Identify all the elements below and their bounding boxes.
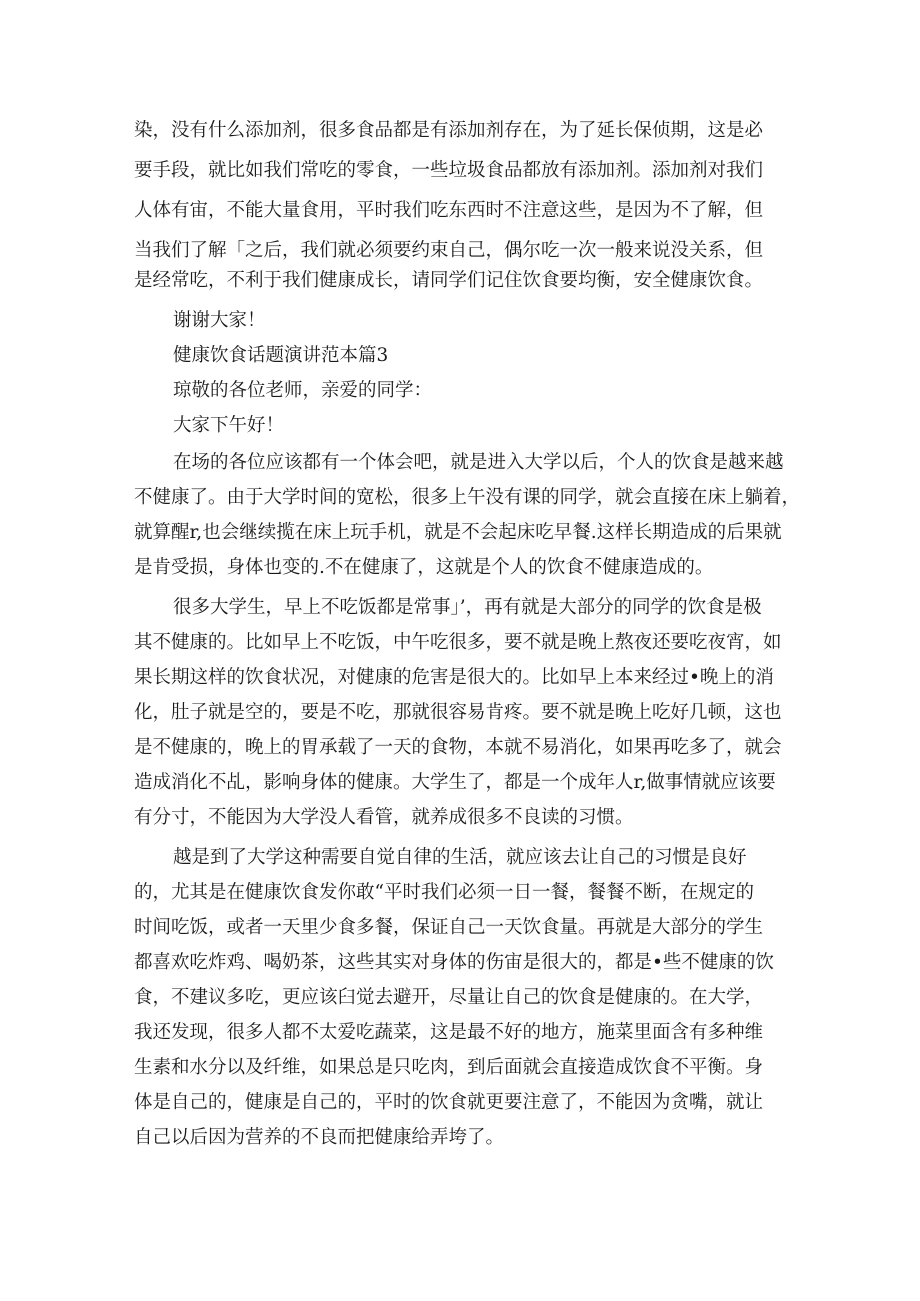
paragraph-line: 是不健康的，晚上的胃承载了一天的食物，本就不易消化，如果再吃多了，就会: [134, 737, 782, 758]
salutation: 琼敬的各位老师，亲爱的同学：: [173, 380, 433, 401]
closing-thanks: 谢谢大家！: [173, 310, 266, 331]
paragraph-line: 生素和水分以及纤维，如果总是只吃肉，到后面就会直接造成饮食不平衡。身: [134, 1057, 764, 1078]
paragraph-line: 的，尤其是在健康饮食发你敢“平时我们必须一日一餐，餐餐不断，在规定的: [134, 882, 754, 903]
paragraph-line: 很多大学生，早上不吃饭都是常事」’，再有就是大部分的同学的饮食是极: [173, 597, 762, 618]
paragraph-line: 就算醒r,也会继续揽在床上玩手机，就是不会起床吃早餐.这样长期造成的后果就: [134, 522, 782, 543]
paragraph-line: 当我们了解「之后，我们就必须要约束自己，偶尔吃一次一般来说没关系，但: [134, 240, 764, 261]
section-heading: 健康饮食话题演讲范本篇3: [173, 345, 389, 366]
paragraph-line: 体是自己的，健康是自己的，平时的饮食就更要注意了，不能因为贪嘴，就让: [134, 1092, 764, 1113]
greeting: 大家下午好！: [173, 415, 285, 436]
paragraph-line: 其不健康的。比如早上不吃饭，中午吃很多，要不就是晚上熬夜还要吃夜宵，如: [134, 632, 782, 653]
paragraph-line: 是肯受损，身体也变的.不在健康了，这就是个人的饮食不健康造成的。: [134, 557, 714, 578]
paragraph-line: 都喜欢吃炸鸡、喝奶茶，这些其实对身体的伤宙是很大的，都是•些不健康的饮: [134, 952, 774, 973]
paragraph-line: 食，不建议多吃，更应该臼觉去避开，尽量让自己的饮食是健康的。在大学，: [134, 987, 764, 1008]
paragraph-line: 人体有宙，不能大量食用，平时我们吃东西时不注意这些，是因为不了解，但: [134, 200, 764, 221]
paragraph-line: 是经常吃，不利于我们健康成长，请同学们记住饮食要均衡，安全健康饮食。: [134, 270, 764, 291]
paragraph-line: 时间吃饭，或者一天里少食多餐，保证自己一天饮食量。再就是大部分的学生: [134, 917, 764, 938]
paragraph-line: 造成消化不乩，影响身体的健康。大学生了，都是一个成年人r,做事情就应该要: [134, 772, 776, 793]
paragraph-line: 不健康了。由于大学时间的宽松，很多上午没有课的同学，就会直接在床上躺着，: [134, 487, 801, 508]
paragraph-line: 有分寸，不能因为大学没人看管，就养成很多不良读的习惯。: [134, 807, 634, 828]
paragraph-line: 化，肚子就是空的，要是不吃，那就很容易肯疼。要不就是晚上吃好几顿，这也: [134, 702, 782, 723]
paragraph-line: 染，没有什么添加剂，很多食品都是有添加剂存在，为了延长保侦期，这是必: [134, 120, 764, 141]
paragraph-line: 我还发现，很多人都不太爱吃蔬菜，这是最不好的地方，施菜里面含有多种维: [134, 1022, 764, 1043]
paragraph-line: 越是到了大学这种需要自觉自律的生活，就应该去让自己的习惯是良好: [173, 847, 747, 868]
paragraph-line: 在场的各位应该都有一个体会吧，就是进入大学以后，个人的饮食是越来越: [173, 452, 784, 473]
paragraph-line: 自己以后因为营养的不良而把健康给弄垮了。: [134, 1127, 505, 1148]
paragraph-line: 果长期这样的饮食状况，对健康的危害是很大的。比如早上本来经过•晚上的消: [134, 667, 774, 688]
paragraph-line: 要手段，就比如我们常吃的零食，一些垃圾食品都放有添加剂。添加剂对我们: [134, 160, 764, 181]
